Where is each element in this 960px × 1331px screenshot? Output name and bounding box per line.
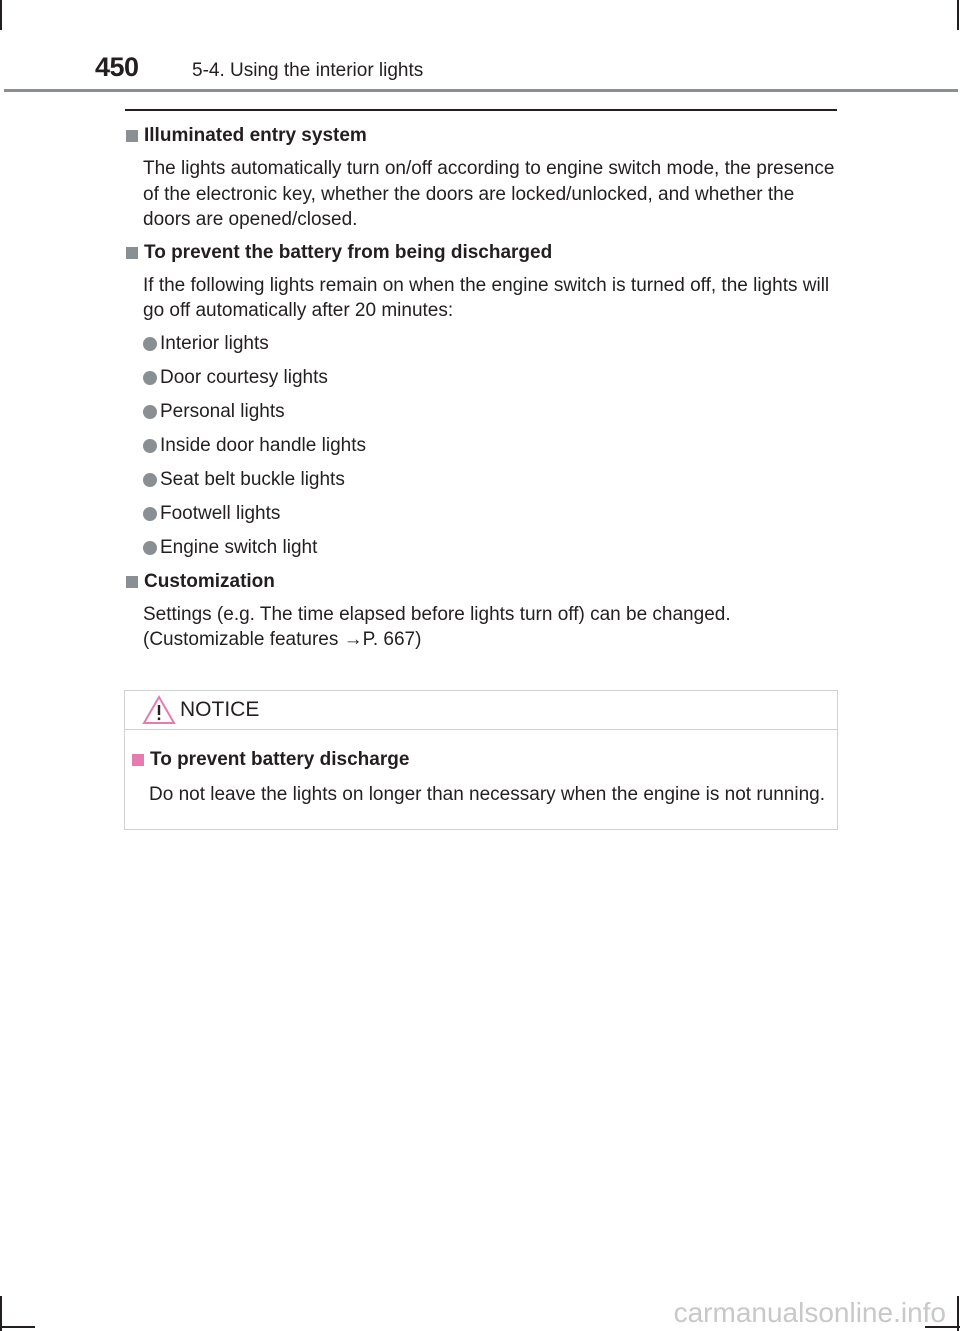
header-rule <box>4 89 958 92</box>
list-item-label: Seat belt buckle lights <box>160 468 345 490</box>
notice-box <box>124 690 838 830</box>
main-content <box>125 122 837 659</box>
paragraph: Settings (e.g. The time elapsed before lights turn off) can be changed. <box>143 603 731 625</box>
round-bullet-icon <box>143 337 157 351</box>
round-bullet-icon <box>143 541 157 555</box>
chapter-title: 5-4. Using the interior lights <box>192 60 424 81</box>
round-bullet-icon <box>143 473 157 487</box>
list-item <box>143 330 837 358</box>
notice-body <box>125 730 837 807</box>
square-bullet-icon <box>126 130 138 142</box>
list-item-label: Footwell lights <box>160 502 281 524</box>
list-item <box>143 500 837 528</box>
paragraph: The lights automatically turn on/off according to engine switch mode, the presence of the electronic key, whether the doors are locked/unlocked, and whether the doors are opened/closed. <box>143 158 835 230</box>
square-bullet-icon <box>132 754 144 766</box>
round-bullet-icon <box>143 507 157 521</box>
section-title: To prevent the battery from being discharged <box>144 241 553 263</box>
divider <box>125 109 837 111</box>
notice-text: Do not leave the lights on longer than necessary when the engine is not running. <box>149 784 826 805</box>
round-bullet-icon <box>143 439 157 453</box>
list-item-label: Personal lights <box>160 400 285 422</box>
warning-triangle-icon <box>142 695 176 725</box>
section-customization <box>125 568 837 653</box>
section-illuminated-entry <box>125 122 837 233</box>
page-number: 450 <box>95 52 139 82</box>
list-item-label: Door courtesy lights <box>160 366 328 388</box>
list-item <box>143 466 837 494</box>
round-bullet-icon <box>143 371 157 385</box>
square-bullet-icon <box>126 247 138 259</box>
list-item <box>143 534 837 562</box>
page-header <box>0 0 960 92</box>
watermark: carmanualsonline.info <box>673 1297 946 1328</box>
paragraph: If the following lights remain on when the engine switch is turned off, the lights will go off automatically after 20 minutes: <box>143 274 830 321</box>
cross-reference-link[interactable]: (Customizable features →P. 667) <box>143 629 422 650</box>
notice-header <box>125 691 837 730</box>
list-item-label: Interior lights <box>160 332 269 354</box>
round-bullet-icon <box>143 405 157 419</box>
notice-title: NOTICE <box>180 698 260 721</box>
section-title: Illuminated entry system <box>144 125 367 146</box>
list-item <box>143 398 837 426</box>
list-item <box>143 432 837 460</box>
list-item-label: Engine switch light <box>160 536 318 558</box>
list-item <box>143 364 837 392</box>
notice-heading: To prevent battery discharge <box>150 749 410 770</box>
square-bullet-icon <box>126 576 138 588</box>
list-item-label: Inside door handle lights <box>160 434 366 456</box>
section-battery-discharge <box>125 239 837 562</box>
crop-mark <box>0 1326 35 1328</box>
section-title: Customization <box>144 570 275 592</box>
